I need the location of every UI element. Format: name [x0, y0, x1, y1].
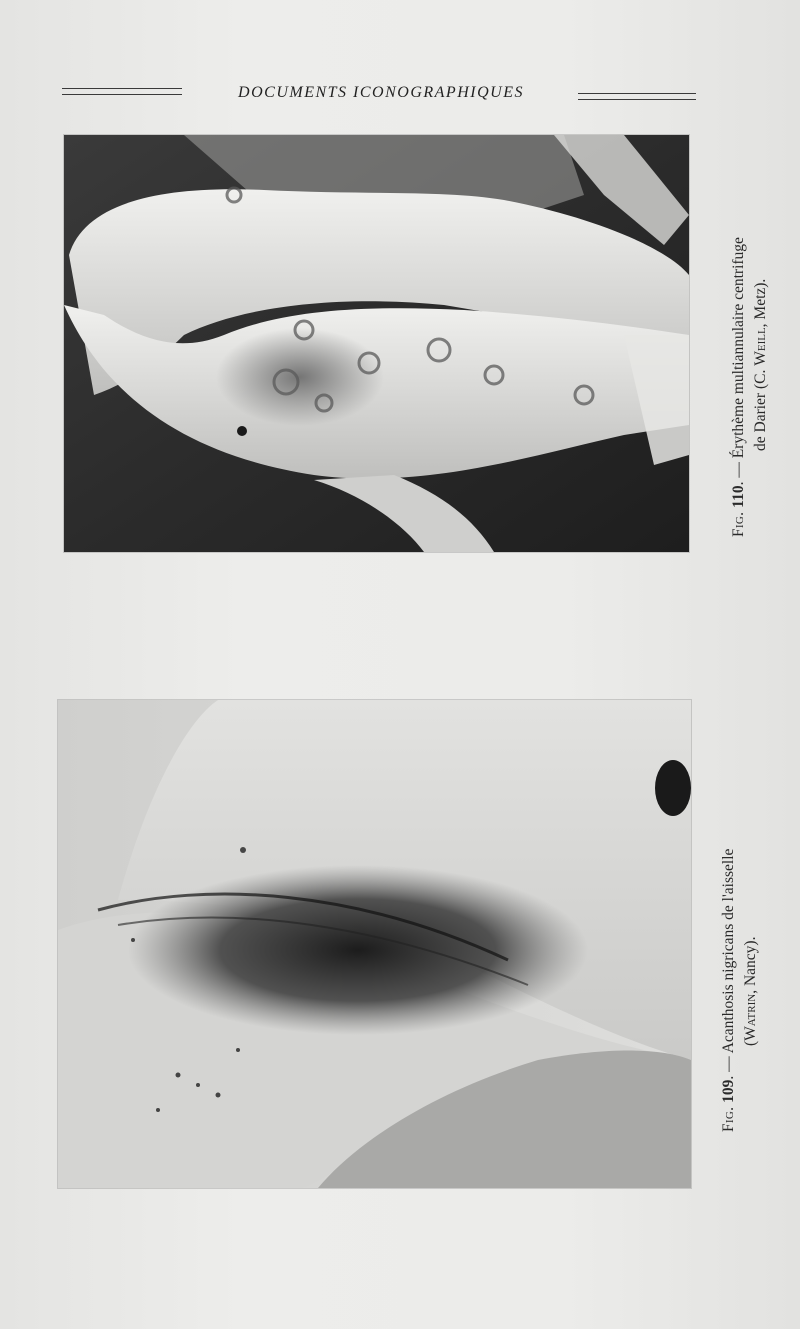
figure-109-dash: — [720, 1056, 737, 1072]
figure-110-image [64, 135, 689, 552]
figure-110-number: 110 [730, 485, 747, 508]
figure-109-author: Watrin [742, 993, 759, 1041]
figure-109-caption: Fig. 109. — Acanthosis nigricans de l'aisselle (Watrin, Nancy). [720, 848, 759, 1132]
figure-109-caption-line2-suffix: , Nancy). [742, 936, 759, 994]
figure-109-caption-line2-prefix: ( [742, 1040, 759, 1046]
figure-110-photograph [64, 135, 689, 552]
figure-110-caption-line2-prefix: de Darier (C. [752, 369, 769, 451]
header-rule-left [62, 88, 182, 95]
header-rule-right [578, 93, 696, 100]
figure-109-photograph [58, 700, 691, 1188]
figure-109-image [58, 700, 691, 1188]
figure-110-caption: Fig. 110. — Érythème multiannulaire centrifuge de Darier (C. Weill, Metz). [730, 237, 769, 537]
figure-110-caption-line1: Érythème multiannulaire centrifuge [730, 237, 747, 459]
figure-110-caption-line2-suffix: , Metz). [752, 278, 769, 328]
figure-109-caption-line1: Acanthosis nigricans de l'aisselle [720, 848, 737, 1054]
figure-109-number: 109 [720, 1079, 737, 1103]
figure-110-author: Weill [752, 327, 769, 366]
figure-109-label: Fig. [720, 1106, 737, 1132]
figure-110-dash: — [730, 462, 747, 478]
figure-110-label: Fig. [730, 511, 747, 537]
running-title: DOCUMENTS ICONOGRAPHIQUES [238, 84, 524, 101]
